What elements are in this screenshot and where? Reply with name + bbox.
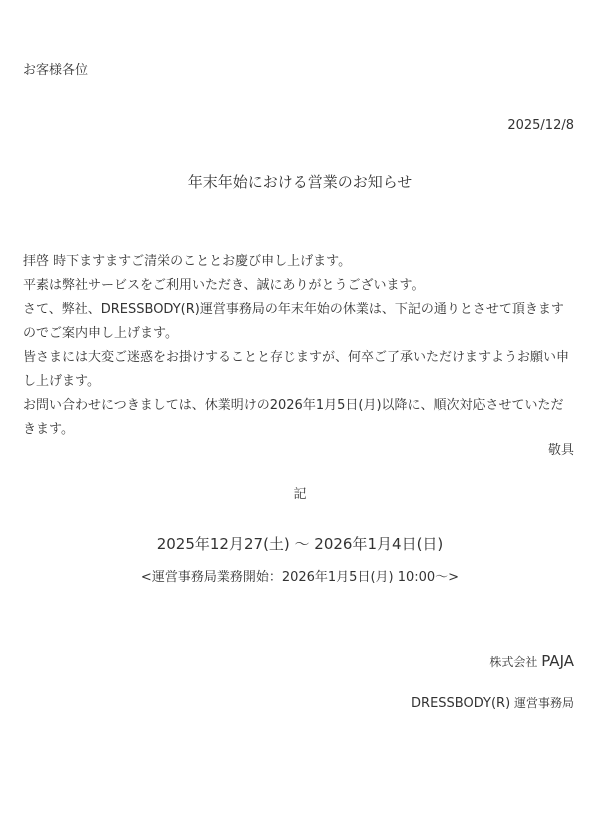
body-paragraph-thanks: 平素は弊社サービスをご利用いただき、誠にありがとうございます。	[23, 278, 425, 293]
company-signature	[489, 651, 574, 672]
company-prefix: 株式会社	[489, 655, 538, 669]
ki-heading: 記	[293, 487, 307, 502]
addressee: お客様各位	[23, 63, 89, 78]
business-resume-date: <運営事務局業務開始：2026年1月5日(月) 10:00〜>	[140, 570, 460, 585]
company-name: PAJA	[541, 652, 574, 670]
notice-date: 2025/12/8	[507, 118, 574, 133]
office-signature	[411, 694, 574, 713]
holiday-period: 2025年12月27(土) 〜 2026年1月4日(日)	[156, 535, 444, 553]
office-brand: DRESSBODY(R)	[411, 696, 511, 711]
office-name: 運営事務局	[513, 696, 574, 710]
body-paragraph-inquiries: お問い合わせにつきましては、休業明けの2026年1月5日(月)以降に、順次対応させていただきます。	[23, 398, 564, 437]
body-paragraph-announcement: さて、弊社、DRESSBODY(R)運営事務局の年末年始の休業は、下記の通りとさせて頂きますのでご案内申し上げます。	[23, 302, 564, 341]
notice-title: 年末年始における営業のお知らせ	[187, 173, 413, 191]
body-paragraph-greeting: 拝啓 時下ますますご清栄のこととお慶び申し上げます。	[23, 254, 352, 269]
notice-body	[23, 250, 575, 442]
closing-word: 敬具	[547, 443, 574, 458]
body-paragraph-apology: 皆さまには大変ご迷惑をお掛けすることと存じますが、何卒ご了承いただけますようお願い申し上げます。	[23, 350, 570, 389]
